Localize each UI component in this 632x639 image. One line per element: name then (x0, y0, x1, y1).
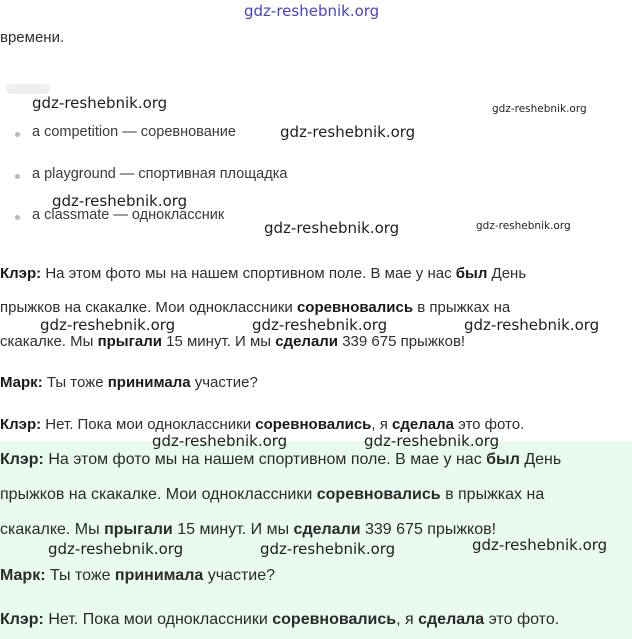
bullet-icon (15, 132, 20, 137)
previous-text-fragment: времени. (0, 29, 65, 46)
watermark: gdz-reshebnik.org (492, 103, 587, 115)
watermark: gdz-reshebnik.org (40, 316, 176, 334)
bullet-icon (15, 215, 20, 220)
vocab-item: a competition — соревнование (32, 124, 236, 140)
speaker-label: Марк: (0, 374, 43, 391)
watermark: gdz-reshebnik.org (252, 316, 388, 334)
dialog-line: Клэр: На этом фото мы на нашем спортивном поле. В мае у нас был День (0, 265, 527, 282)
speaker-label: Клэр: (0, 451, 44, 468)
dialog-line: скакалке. Мы прыгали 15 минут. И мы сделали 339 675 прыжков! (0, 333, 466, 350)
dialog-line: Клэр: На этом фото мы на нашем спортивном поле. В мае у нас был День (0, 451, 562, 468)
watermark: gdz-reshebnik.org (476, 220, 571, 232)
bullet-icon (15, 174, 20, 179)
watermark: gdz-reshebnik.org (464, 316, 600, 334)
speaker-label: Клэр: (0, 265, 42, 282)
dialog-line: скакалке. Мы прыгали 15 минут. И мы сделали 339 675 прыжков! (0, 521, 497, 538)
watermark: gdz-reshebnik.org (48, 540, 184, 558)
watermark: gdz-reshebnik.org (244, 2, 380, 20)
vocab-item: a playground — спортивная площадка (32, 166, 288, 182)
vocab-item: a classmate — одноклассник (32, 207, 225, 223)
dialog-line: Клэр: Нет. Пока мои одноклассники соревновались, я сделала это фото. (0, 611, 560, 628)
dialog-line: прыжков на скакалке. Мои одноклассники соревновались в прыжках на (0, 486, 545, 503)
speaker-label: Марк: (0, 567, 46, 584)
watermark: gdz-reshebnik.org (264, 219, 400, 237)
speaker-label: Клэр: (0, 416, 42, 433)
watermark: gdz-reshebnik.org (32, 94, 168, 112)
dialog-line: Марк: Ты тоже принимала участие? (0, 567, 276, 584)
watermark: gdz-reshebnik.org (280, 123, 416, 141)
watermark: gdz-reshebnik.org (260, 540, 396, 558)
speaker-label: Клэр: (0, 611, 44, 628)
dialog-line: Клэр: Нет. Пока мои одноклассники соревновались, я сделала это фото. (0, 416, 525, 433)
watermark: gdz-reshebnik.org (472, 536, 608, 554)
watermark: gdz-reshebnik.org (364, 432, 500, 450)
watermark: gdz-reshebnik.org (152, 432, 288, 450)
dialog-line: Марк: Ты тоже принимала участие? (0, 374, 258, 391)
faded-label (6, 84, 50, 94)
watermark: gdz-reshebnik.org (52, 192, 188, 210)
dialog-line: прыжков на скакалке. Мои одноклассники соревновались в прыжках на (0, 299, 511, 316)
